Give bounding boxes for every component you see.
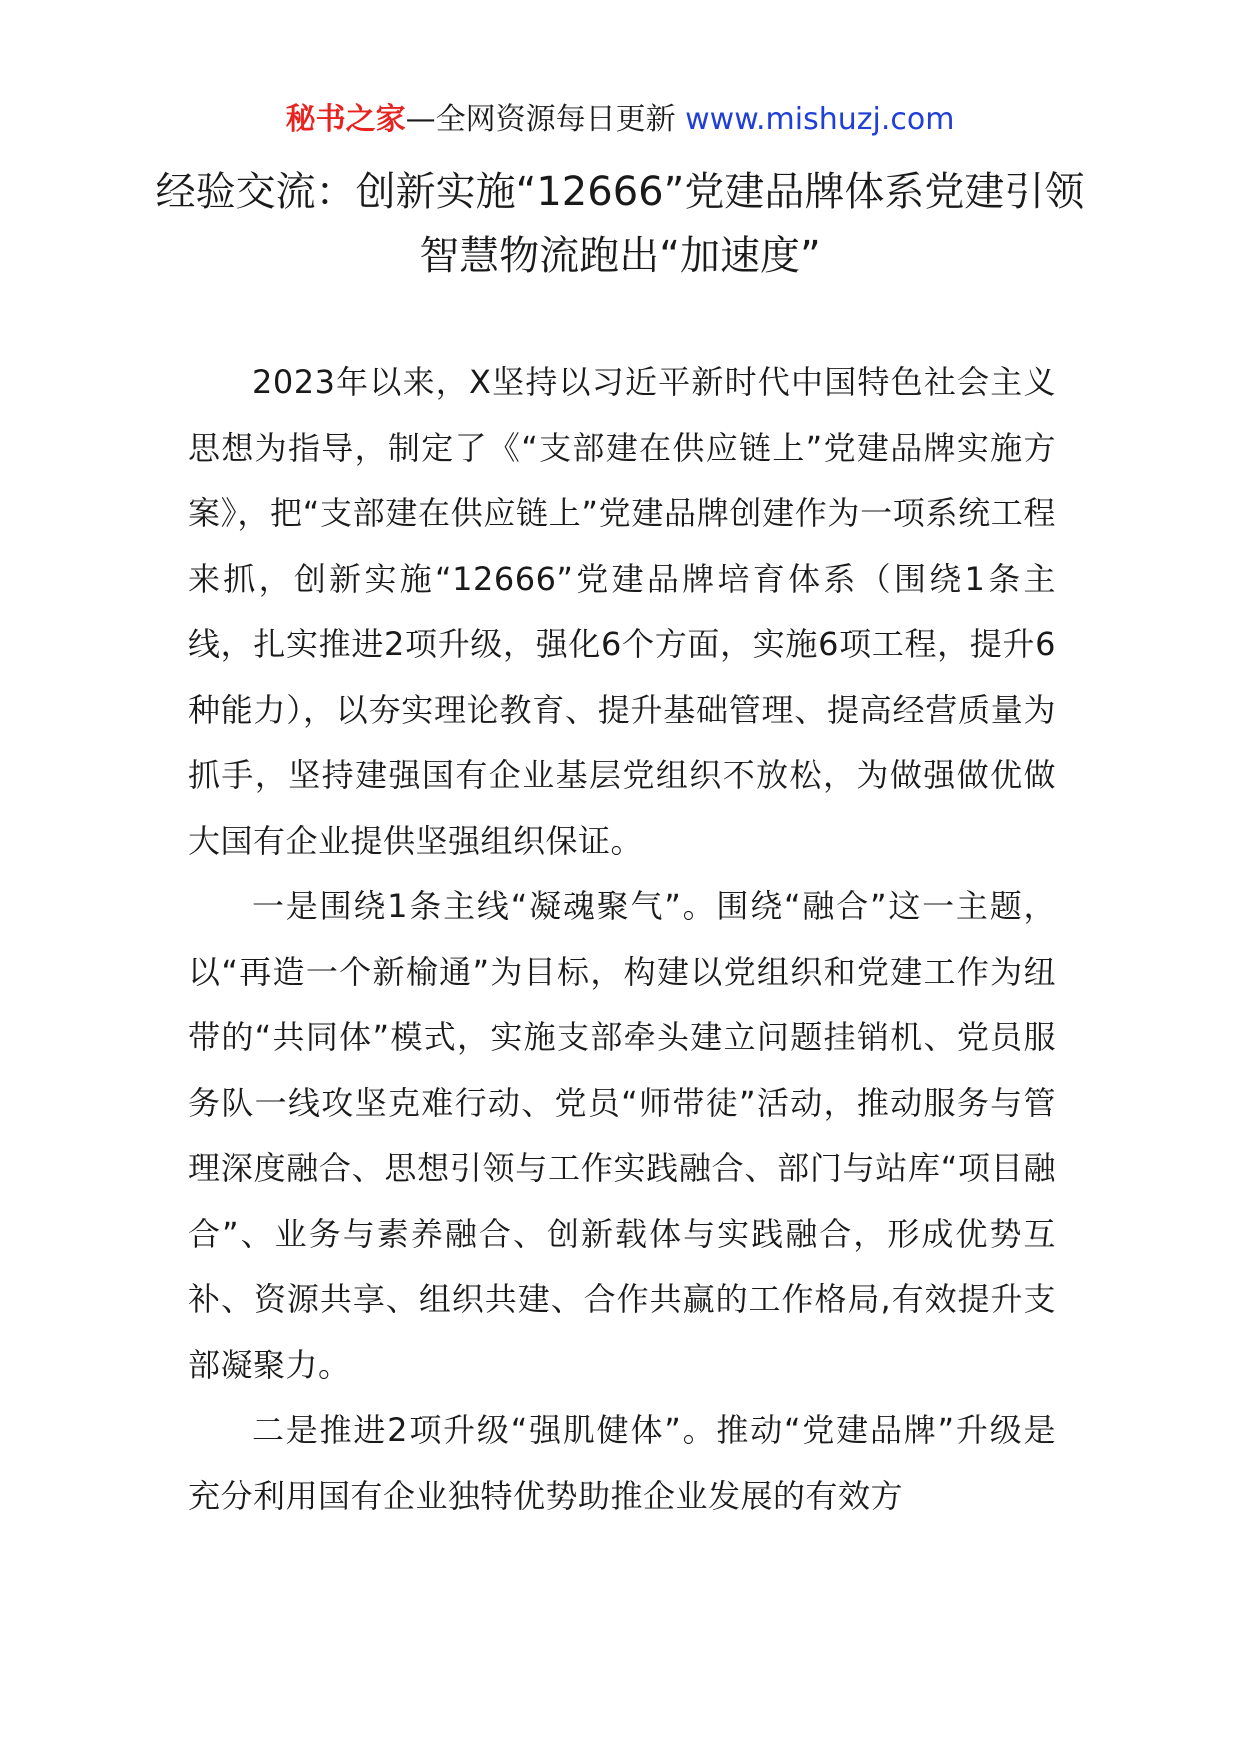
header-tagline: —全网资源每日更新 (405, 102, 686, 137)
document-body (188, 350, 1056, 1529)
site-url[interactable]: www.mishuzj.com (685, 102, 955, 137)
paragraph-intro: 2023年以来，X坚持以习近平新时代中国特色社会主义思想为指导，制定了《“支部建在供应链上”党建品牌实施方案》，把“支部建在供应链上”党建品牌创建作为一项系统工程来抓，创新实施“12666”党建品牌培育体系（围绕1条主线，扎实推进2项升级，强化6个方面，实施6项工程，提升6种能力），以夯实理论教育、提升基础管理、提高经营质量为抓手，坚持建强国有企业基层党组织不放松，为做强做优做大国有企业提供坚强组织保证。 (188, 363, 1056, 860)
paragraph-point-one: 一是围绕1条主线“凝魂聚气”。围绕“融合”这一主题，以“再造一个新榆通”为目标，构建以党组织和党建工作为纽带的“共同体”模式，实施支部牵头建立问题挂销机、党员服务队一线攻坚克难行动、党员“师带徒”活动，推动服务与管理深度融合、思想引领与工作实践融合、部门与站库“项目融合”、业务与素养融合、创新载体与实践融合，形成优势互补、资源共享、组织共建、合作共赢的工作格局,有效提升支部凝聚力。 (188, 887, 1056, 1384)
site-header (0, 100, 1240, 140)
document-title: 经验交流：创新实施“12666”党建品牌体系党建引领智慧物流跑出“加速度” (155, 169, 1085, 279)
brand-name: 秘书之家 (285, 102, 406, 137)
paragraph-point-two: 二是推进2项升级“强肌健体”。推动“党建品牌”升级是充分利用国有企业独特优势助推企业发展的有效方 (188, 1411, 1056, 1515)
